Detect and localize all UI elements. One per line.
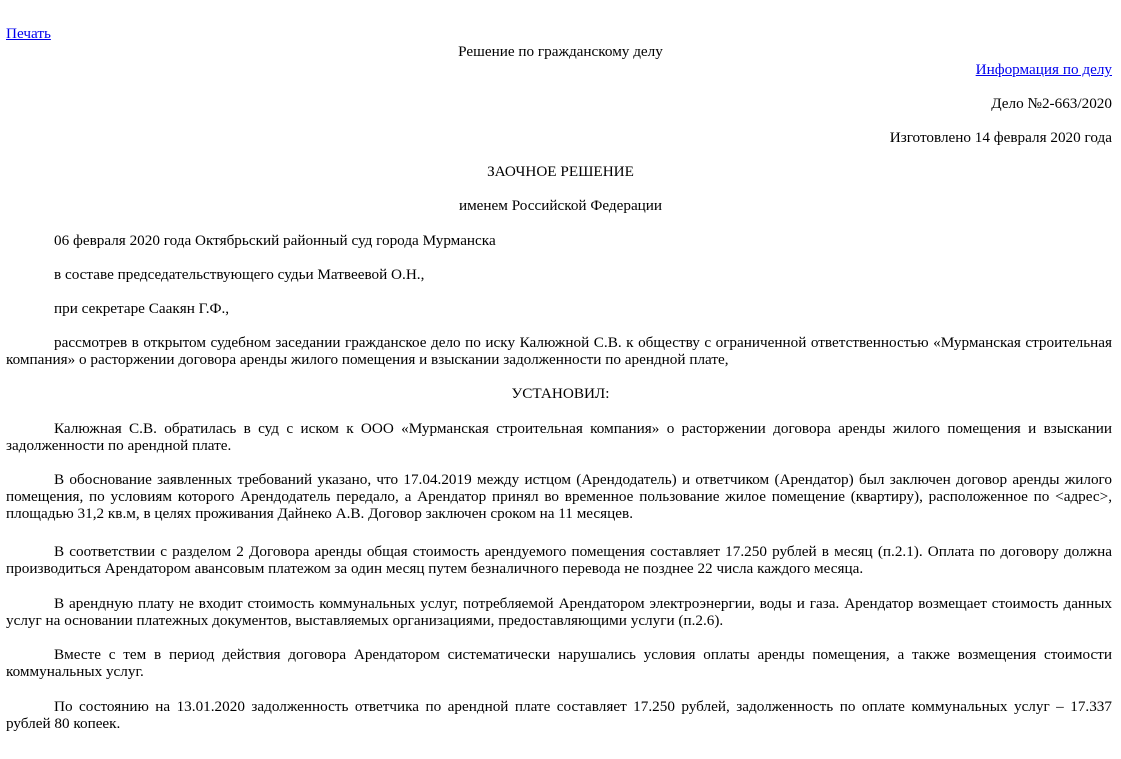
- body-paragraph: По состоянию на 13.01.2020 задолженность ответчика по арендной плате составляет 17.250 рублей, задолженность по оплате коммунальных услуг – 17.337 рублей 80 копеек.: [6, 698, 1112, 732]
- established-heading: УСТАНОВИЛ:: [511, 385, 610, 402]
- body-paragraph: Вместе с тем в период действия договора Арендатором систематически нарушались условия оплаты аренды помещения, а также возмещения стоимости коммунальных услуг.: [6, 646, 1112, 680]
- secretary-paragraph: при секретаре Саакян Г.Ф.,: [54, 300, 230, 317]
- print-link[interactable]: Печать: [6, 25, 51, 42]
- body-paragraph: Калюжная С.В. обратилась в суд с иском к ООО «Мурманская строительная компания» о расторжении договора аренды жилого помещения и взыскании задолженности по арендной плате.: [6, 420, 1112, 454]
- body-paragraph: В соответствии с разделом 2 Договора аренды общая стоимость арендуемого помещения составляет 17.250 рублей в месяц (п.2.1). Оплата по договору должна производиться Арендатором авансовым платежом за один месяц путем безналичного перевода не позднее 22 числа каждого месяца.: [6, 543, 1112, 577]
- decision-heading: ЗАОЧНОЕ РЕШЕНИЕ: [487, 163, 634, 180]
- case-info-link[interactable]: Информация по делу: [975, 61, 1112, 78]
- intro-date-paragraph: 06 февраля 2020 года Октябрьский районный суд города Мурманска: [54, 232, 496, 249]
- page-title: Решение по гражданскому делу: [458, 43, 663, 60]
- considered-paragraph: рассмотрев в открытом судебном заседании гражданское дело по иску Калюжной С.В. к обществу с ограниченной ответственностью «Мурманская строительная компания» о расторжении договора аренды жилого помещения и взыскании задолженности по арендной плате,: [6, 334, 1112, 368]
- judge-paragraph: в составе председательствующего судьи Матвеевой О.Н.,: [54, 266, 425, 283]
- body-paragraph: В обоснование заявленных требований указано, что 17.04.2019 между истцом (Арендодатель) и ответчиком (Арендатор) был заключен договор аренды жилого помещения, по условиям которого Арендодатель передало, а Арендатор принял во временное пользование жилое помещение (квартиру), расположенное по <адрес>, площадью 31,2 кв.м, в целях проживания Дайнеко А.В. Договор заключен сроком на 11 месяцев.: [6, 471, 1112, 522]
- decision-subheading: именем Российской Федерации: [458, 197, 663, 214]
- case-number: Дело №2-663/2020: [991, 95, 1112, 112]
- made-date: Изготовлено 14 февраля 2020 года: [889, 129, 1112, 146]
- body-paragraph: В арендную плату не входит стоимость коммунальных услуг, потребляемой Арендатором электроэнергии, воды и газа. Арендатор возмещает стоимость данных услуг на основании платежных документов, выставляемых организациями, предоставляющими услуги (п.2.6).: [6, 595, 1112, 629]
